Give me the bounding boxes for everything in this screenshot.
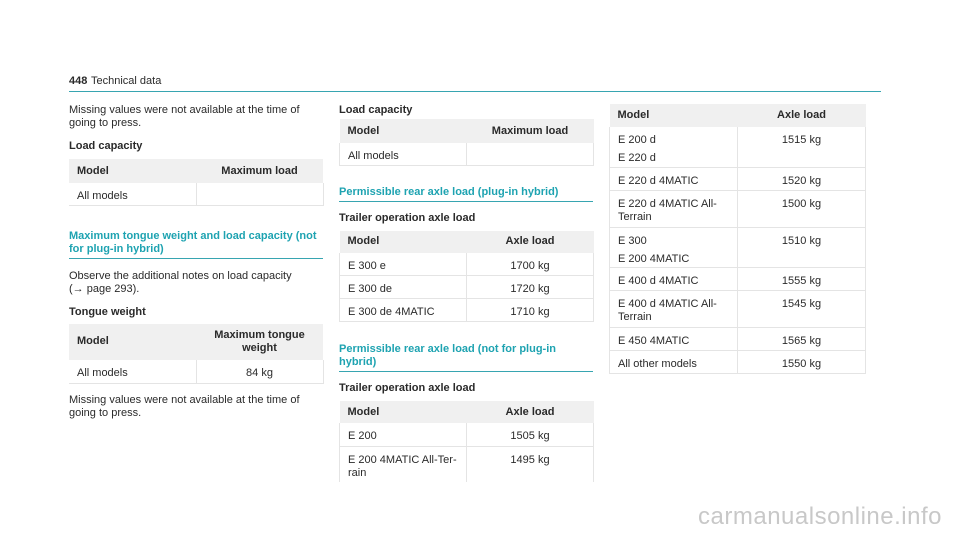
page-header: [69, 73, 881, 92]
column-header: Model: [610, 104, 738, 127]
table-cell: All other models: [610, 350, 738, 373]
load-capacity-heading: Load capacity: [69, 140, 143, 152]
table-header-row: [69, 159, 323, 183]
axle-load-table: [609, 104, 866, 374]
table-cell: 1510 kg: [738, 227, 866, 267]
table-row: [340, 446, 594, 482]
tongue-weight-table: [69, 324, 324, 385]
table-cell: E 300 e: [340, 253, 467, 276]
table-cell: All models: [69, 183, 196, 205]
table-cell: All models: [340, 143, 467, 165]
table-cell: 1720 kg: [467, 276, 594, 299]
table-cell: [467, 143, 594, 165]
table-row: [610, 227, 866, 267]
column-2: [339, 104, 593, 482]
hybrid-axle-heading: Permissible rear axle load (plug-in hybrid): [339, 186, 593, 202]
table-cell: [610, 290, 738, 327]
table-row: [69, 360, 323, 384]
model-line: E 400 d 4MATIC All-: [618, 297, 717, 310]
trailer-operation-heading: Trailer operation axle load: [339, 211, 476, 224]
column-1: [69, 104, 323, 420]
table-cell: All models: [69, 360, 196, 384]
column-header: Maximum load: [467, 119, 594, 143]
table-row: [340, 423, 594, 446]
table-header-row: [610, 104, 866, 127]
table-row: [610, 127, 866, 167]
model-line: E 300: [618, 234, 647, 247]
model-line: E 200 4MATIC: [618, 252, 690, 265]
column-header: Maximum load: [196, 159, 323, 183]
table-header-row: [340, 401, 594, 423]
intro-text: Missing values were not available at the time of going to press.: [69, 104, 300, 129]
table-cell: 1545 kg: [738, 290, 866, 327]
column-header: Axle load: [467, 401, 594, 423]
watermark: carmanualsonline.info: [698, 503, 942, 530]
column-header: Axle load: [467, 231, 594, 253]
model-line: E 220 d: [618, 152, 656, 164]
nonhybrid-axle-heading: Permissible rear axle load (not for plug-in hybrid): [339, 343, 593, 372]
load-capacity-table: [339, 119, 594, 166]
table-row: [610, 167, 866, 190]
table-cell: [340, 446, 467, 482]
table-cell: 84 kg: [196, 360, 323, 384]
model-line: E 200 d: [618, 134, 656, 146]
page-number: 448: [69, 75, 88, 87]
table-row: [610, 267, 866, 290]
table-row: [340, 299, 594, 322]
table-cell: E 400 d 4MATIC: [610, 267, 738, 290]
table-cell: [610, 190, 738, 227]
table-cell: 1515 kg: [738, 127, 866, 167]
model-line: E 220 d 4MATIC All-: [618, 197, 717, 210]
table-row: [610, 350, 866, 373]
table-cell: [610, 127, 738, 167]
trailer-operation-heading: Trailer operation axle load: [339, 382, 476, 394]
table-cell: 1700 kg: [467, 253, 594, 276]
table-header-row: [69, 324, 323, 360]
load-capacity-heading: Load capacity: [339, 104, 413, 116]
model-line: rain: [348, 466, 367, 479]
table-row: [340, 253, 594, 276]
table-row: [340, 143, 594, 165]
table-row: [340, 276, 594, 299]
table-cell: E 300 de: [340, 276, 467, 299]
column-header: Model: [340, 231, 467, 253]
hybrid-axle-table: [339, 231, 594, 323]
observe-text: Observe the additional notes on load capacity: [69, 269, 292, 282]
table-cell: 1555 kg: [738, 267, 866, 290]
tongue-weight-heading: Tongue weight: [69, 305, 146, 318]
table-cell: 1710 kg: [467, 299, 594, 322]
model-line: Terrain: [618, 210, 652, 223]
table-cell: 1505 kg: [467, 423, 594, 446]
outro-text: Missing values were not available at the time of going to press.: [69, 394, 300, 419]
column-header: Model: [340, 119, 467, 143]
table-cell: 1495 kg: [467, 446, 594, 482]
table-cell: E 220 d 4MATIC: [610, 167, 738, 190]
table-cell: 1565 kg: [738, 327, 866, 350]
table-cell: 1520 kg: [738, 167, 866, 190]
table-row: [69, 183, 323, 205]
model-line: Terrain: [618, 310, 652, 323]
column-header: Model: [69, 324, 196, 360]
column-3: [609, 104, 865, 374]
column-header: Model: [340, 401, 467, 423]
table-cell: E 450 4MATIC: [610, 327, 738, 350]
column-header: Maximum tongue weight: [196, 324, 323, 360]
page-reference-link[interactable]: (→ page 293).: [69, 282, 140, 295]
section-title: Technical data: [91, 75, 162, 87]
table-cell: 1550 kg: [738, 350, 866, 373]
table-header-row: [340, 119, 594, 143]
table-cell: [196, 183, 323, 205]
table-row: [610, 290, 866, 327]
nonhybrid-axle-table: [339, 401, 594, 482]
column-header: Model: [69, 159, 196, 183]
table-cell: [610, 227, 738, 267]
table-cell: 1500 kg: [738, 190, 866, 227]
load-capacity-table: [69, 159, 324, 206]
model-line: E 200 4MATIC All-Ter-: [348, 453, 457, 466]
column-header: Axle load: [738, 104, 866, 127]
table-header-row: [340, 231, 594, 253]
table-cell: E 300 de 4MATIC: [340, 299, 467, 322]
table-row: [610, 190, 866, 227]
table-row: [610, 327, 866, 350]
tongue-weight-section-heading: Maximum tongue weight and load capacity (not for plug-in hybrid): [69, 230, 323, 259]
table-cell: E 200: [340, 423, 467, 446]
